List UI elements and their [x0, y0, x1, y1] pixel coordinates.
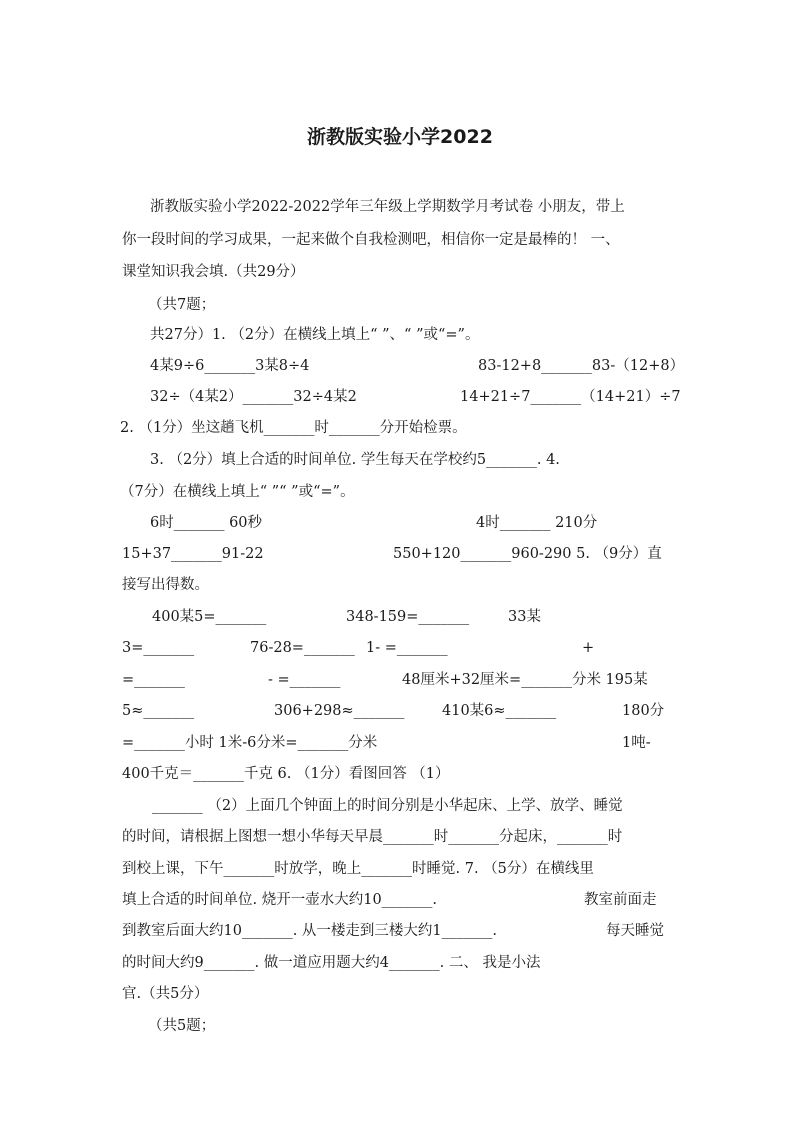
text-line: + [582, 640, 595, 656]
text-line: （共5题； [148, 1018, 216, 1034]
text-line: 2. （1分）坐这趟飞机_______时_______分开始检票。 [120, 420, 467, 436]
text-line: 填上合适的时间单位. 烧开一壶水大约10_______. [122, 892, 438, 908]
text-line: 33某 [508, 609, 541, 625]
text-line: 课堂知识我会填.（共29分） [122, 264, 305, 280]
text-line: 浙教版实验小学2022-2022学年三年级上学期数学月考试卷 小朋友，带上 [150, 199, 625, 215]
text-line: 3. （2分）填上合适的时间单位. 学生每天在学校约5_______. 4. [150, 452, 560, 468]
text-line: 官.（共5分） [122, 986, 209, 1002]
text-line: 14+21÷7_______（14+21）÷7 [460, 389, 681, 405]
text-line: 共27分）1. （2分）在横线上填上“ ”、“ ”或“=”。 [150, 327, 480, 343]
text-line: 你一段时间的学习成果，一起来做个自我检测吧，相信你一定是最棒的！ 一、 [122, 232, 620, 248]
text-line: 到校上课，下午_______时放学，晚上_______时睡觉. 7. （5分）在横线里 [122, 861, 594, 877]
text-line: 400千克＝_______千克 6. （1分）看图回答 （1） [122, 766, 450, 782]
text-line: 306+298≈_______ [274, 703, 405, 719]
text-line: 的时间，请根据上图想一想小华每天早晨_______时_______分起床，_______时 [122, 829, 623, 845]
page-title: 浙教版实验小学2022 [307, 126, 493, 148]
text-line: 15+37_______91-22 [122, 546, 264, 562]
text-line: 到教室后面大约10_______. 从一楼走到三楼大约1_______. [122, 923, 498, 939]
text-line: 6时_______ 60秒 [150, 515, 263, 531]
text-line: 76-28=_______ [250, 640, 355, 656]
text-line: _______ （2）上面几个钟面上的时间分别是小华起床、上学、放学、睡觉 [152, 798, 623, 814]
text-line: 83-12+8_______83-（12+8） [478, 358, 685, 374]
text-line: 4时_______ 210分 [476, 515, 598, 531]
text-line: 1吨- [622, 735, 651, 751]
text-line: 1- =_______ [366, 640, 448, 656]
text-line: 180分 [622, 703, 665, 719]
text-line: 400某5=_______ [152, 609, 267, 625]
text-line: 550+120_______960-290 5. （9分）直 [393, 546, 662, 562]
text-line: 5≈_______ [122, 703, 195, 719]
text-line: 348-159=_______ [346, 609, 470, 625]
text-line: =_______小时 1米-6分米=_______分米 [122, 735, 378, 751]
text-line: （7分）在横线上填上“ ”“ ”或“=”。 [120, 484, 355, 500]
text-line: （共7题； [148, 297, 216, 313]
text-line: =_______ [122, 672, 185, 688]
text-line: 每天睡觉 [606, 923, 664, 939]
text-line: 48厘米+32厘米=_______分米 195某 [402, 672, 648, 688]
text-line: 接写出得数。 [122, 577, 209, 593]
text-line: 教室前面走 [584, 892, 657, 908]
text-line: 的时间大约9_______. 做一道应用题大约4_______. 二、 我是小法 [122, 955, 541, 971]
text-line: 410某6≈_______ [442, 703, 557, 719]
text-line: 32÷（4某2）_______32÷4某2 [150, 389, 357, 405]
text-line: 4某9÷6_______3某8÷4 [150, 358, 310, 374]
text-line: - =_______ [268, 672, 341, 688]
text-line: 3=_______ [122, 640, 195, 656]
